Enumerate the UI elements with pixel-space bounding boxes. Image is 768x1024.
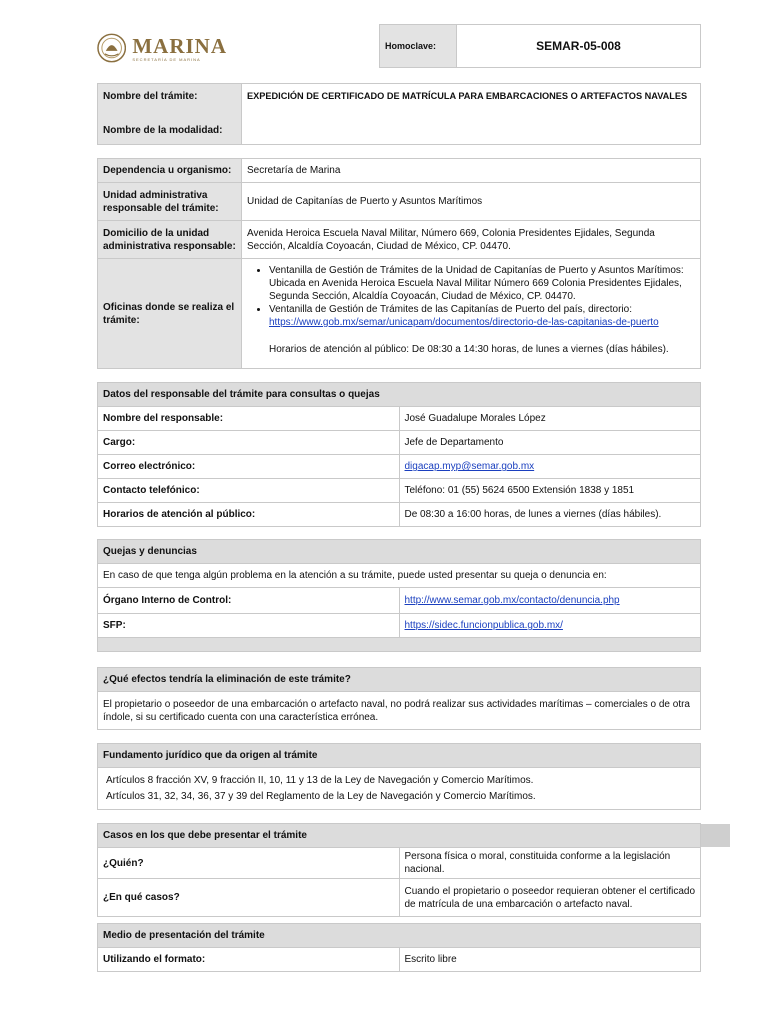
oic-link[interactable]: http://www.semar.gob.mx/contacto/denuncia.php bbox=[404, 595, 620, 606]
quejas-table bbox=[97, 539, 701, 652]
quejas-section-title: Quejas y denuncias bbox=[98, 540, 701, 564]
formato-label: Utilizando el formato: bbox=[98, 948, 400, 972]
quien-value: Persona física o moral, constituida conforme a la legislación nacional. bbox=[399, 848, 701, 879]
quejas-footer-bar bbox=[98, 638, 701, 652]
dependencia-value: Secretaría de Marina bbox=[242, 159, 701, 183]
correo-label: Correo electrónico: bbox=[98, 455, 400, 479]
responsable-nombre-label: Nombre del responsable: bbox=[98, 407, 400, 431]
coat-of-arms-icon bbox=[97, 31, 126, 65]
responsable-section-title: Datos del responsable del trámite para consultas o quejas bbox=[98, 383, 701, 407]
homoclave-label: Homoclave: bbox=[380, 25, 457, 68]
telefono-label: Contacto telefónico: bbox=[98, 479, 400, 503]
nombre-tramite-value-text: EXPEDICIÓN DE CERTIFICADO DE MATRÍCULA PARA EMBARCACIONES O ARTEFACTOS NAVALES bbox=[247, 91, 688, 101]
horario-responsable-label: Horarios de atención al público: bbox=[98, 503, 400, 527]
telefono-value: Teléfono: 01 (55) 5624 6500 Extensión 1838 y 1851 bbox=[399, 479, 701, 503]
casos-table bbox=[97, 823, 701, 917]
horarios-oficinas: Horarios de atención al público: De 08:30 a 14:30 horas, de lunes a viernes (días hábiles). bbox=[269, 344, 669, 355]
nombre-tramite-value bbox=[242, 84, 701, 145]
casos-value: Cuando el propietario o poseedor requieran obtener el certificado de matrícula de una embarcación o artefacto naval. bbox=[399, 879, 701, 917]
marina-logo bbox=[97, 28, 227, 68]
unidad-label: Unidad administrativa responsable del trámite: bbox=[98, 183, 242, 221]
dependencia-table bbox=[97, 158, 701, 369]
efectos-section-title: ¿Qué efectos tendría la eliminación de este trámite? bbox=[98, 668, 701, 692]
oic-label: Órgano Interno de Control: bbox=[98, 588, 400, 614]
modalidad-label: Nombre de la modalidad: bbox=[103, 125, 223, 136]
logo-subtitle: SECRETARÍA DE MARINA bbox=[132, 56, 201, 62]
casos-side-bar bbox=[701, 824, 730, 847]
dependencia-label: Dependencia u organismo: bbox=[98, 159, 242, 183]
oficinas-label: Oficinas donde se realiza el trámite: bbox=[98, 259, 242, 369]
tramite-table bbox=[97, 83, 701, 145]
directorio-link[interactable]: https://www.gob.mx/semar/unicapam/documentos/directorio-de-las-capitanias-de-puerto bbox=[269, 317, 659, 328]
logo-text: MARINA bbox=[132, 33, 227, 58]
quien-label: ¿Quién? bbox=[98, 848, 400, 879]
domicilio-label: Domicilio de la unidad administrativa responsable: bbox=[98, 221, 242, 259]
medio-table bbox=[97, 923, 701, 972]
quejas-intro: En caso de que tenga algún problema en la atención a su trámite, puede usted presentar su queja o denuncia en: bbox=[98, 564, 701, 588]
cargo-label: Cargo: bbox=[98, 431, 400, 455]
responsable-table bbox=[97, 382, 701, 527]
medio-section-title: Medio de presentación del trámite bbox=[98, 924, 701, 948]
fundamento-line-1: Artículos 8 fracción XV, 9 fracción II, 10, 11 y 13 de la Ley de Navegación y Comercio Marítimos. bbox=[106, 774, 534, 786]
homoclave-table bbox=[379, 24, 701, 68]
unidad-value: Unidad de Capitanías de Puerto y Asuntos Marítimos bbox=[242, 183, 701, 221]
fundamento-table bbox=[97, 743, 701, 810]
fundamento-body bbox=[98, 768, 701, 810]
casos-section-title: Casos en los que debe presentar el trámite bbox=[98, 824, 701, 848]
oficinas-list bbox=[247, 264, 695, 329]
formato-value: Escrito libre bbox=[399, 948, 701, 972]
sfp-label: SFP: bbox=[98, 614, 400, 638]
oficina-item-2 bbox=[269, 303, 695, 329]
nombre-tramite-label bbox=[98, 84, 242, 145]
casos-label: ¿En qué casos? bbox=[98, 879, 400, 917]
cargo-value: Jefe de Departamento bbox=[399, 431, 701, 455]
fundamento-section-title: Fundamento jurídico que da origen al trámite bbox=[98, 744, 701, 768]
oficina-2-text: Ventanilla de Gestión de Trámites de las Capitanías de Puerto del país, directorio: bbox=[269, 304, 632, 315]
nombre-tramite-label-text: Nombre del trámite: bbox=[103, 91, 198, 102]
oficinas-value bbox=[242, 259, 701, 369]
oficina-item-1: • Ventanilla de Gestión de Trámites de la Unidad de Capitanías de Puerto y Asuntos Marítimos: Ubicada en Avenida Heroica Escuela Naval Militar Número 669 Colonia Presidentes Ejidales, Segunda Sección, Alcaldía Coyoacán, Ciudad de México, CP. 04470. bbox=[269, 264, 695, 303]
sfp-link[interactable]: https://sidec.funcionpublica.gob.mx/ bbox=[404, 620, 563, 631]
domicilio-value: Avenida Heroica Escuela Naval Militar, Número 669, Colonia Presidentes Ejidales, Segunda Sección, Alcaldía Coyoacán, Ciudad de México, CP. 04470. bbox=[242, 221, 701, 259]
homoclave-value: SEMAR-05-008 bbox=[457, 25, 701, 68]
fundamento-line-2: Artículos 31, 32, 34, 36, 37 y 39 del Reglamento de la Ley de Navegación y Comercio Marítimos. bbox=[106, 790, 536, 802]
responsable-nombre-value: José Guadalupe Morales López bbox=[399, 407, 701, 431]
correo-link[interactable]: digacap.myp@semar.gob.mx bbox=[404, 461, 535, 472]
efectos-text: El propietario o poseedor de una embarcación o artefacto naval, no podrá realizar sus actividades marítimas – comerciales o de otra índole, si su certificado cuenta con una característica errónea. bbox=[98, 692, 701, 730]
efectos-table bbox=[97, 667, 701, 730]
horario-responsable-value: De 08:30 a 16:00 horas, de lunes a viernes (días hábiles). bbox=[399, 503, 701, 527]
